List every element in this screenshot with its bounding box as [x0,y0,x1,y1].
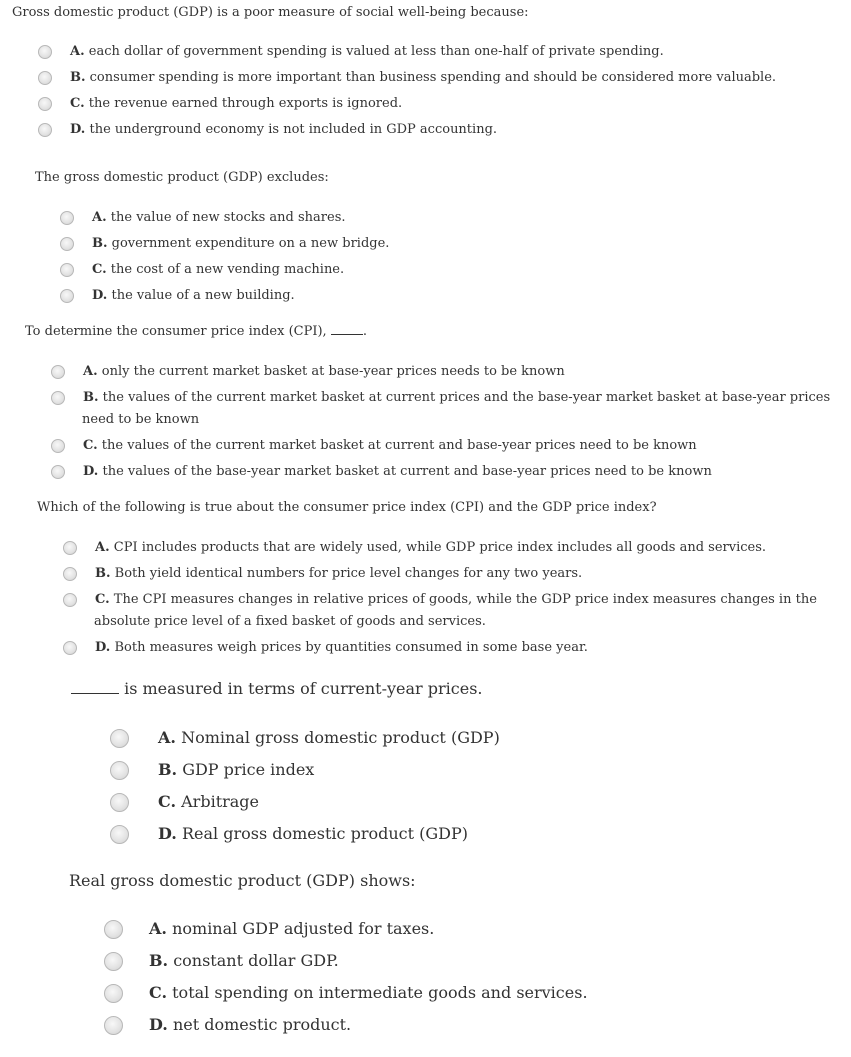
question-5-prompt [71,678,483,700]
radio-button[interactable] [51,439,65,453]
option-letter: C. [70,96,85,111]
option-letter: B. [70,70,86,85]
option-text-continued: absolute price level of a fixed basket of goods and services. [94,614,486,629]
option-letter: A. [158,728,176,747]
question-6-prompt: Real gross domestic product (GDP) shows: [69,871,416,890]
option-text: Both measures weigh prices by quantities consumed in some base year. [114,640,588,655]
option-text: Real gross domestic product (GDP) [181,824,468,843]
option-letter: A. [70,44,85,59]
option-letter: C. [149,983,168,1002]
option-letter: D. [83,464,99,479]
option-text: the revenue earned through exports is ignored. [88,96,403,111]
radio-button[interactable] [104,920,123,939]
radio-button[interactable] [60,211,74,225]
radio-button[interactable] [63,567,77,581]
radio-button[interactable] [51,365,65,379]
radio-button[interactable] [110,761,129,780]
radio-button[interactable] [104,1016,123,1035]
option-text: constant dollar GDP. [173,951,339,970]
prompt-text: To determine the consumer price index (CPI), [25,324,331,339]
option-text: The CPI measures changes in relative prices of goods, while the GDP price index measures changes in the [113,592,817,607]
question-3-prompt [25,321,367,343]
option-text: Both yield identical numbers for price level changes for any two years. [114,566,583,581]
question-4-prompt: Which of the following is true about the consumer price index (CPI) and the GDP price index? [37,500,657,515]
answer-blank [331,334,363,335]
option-text: consumer spending is more important than business spending and should be considered more valuable. [89,70,777,85]
option-letter: A. [92,210,107,225]
option-text: the values of the base-year market basket at current and base-year prices need to be known [102,464,712,479]
option-letter: D. [92,288,108,303]
option-letter: D. [158,824,177,843]
radio-button[interactable] [38,45,52,59]
radio-button[interactable] [63,541,77,555]
option-letter: D. [149,1015,168,1034]
option-letter: B. [92,236,108,251]
option-text: net domestic product. [172,1015,352,1034]
option-letter: C. [83,438,98,453]
option-letter: A. [149,919,167,938]
radio-button[interactable] [51,391,65,405]
radio-button[interactable] [51,465,65,479]
answer-blank [71,693,119,694]
radio-button[interactable] [38,71,52,85]
option-text: only the current market basket at base-year prices needs to be known [101,364,565,379]
option-letter: A. [83,364,98,379]
radio-button[interactable] [110,729,129,748]
prompt-text: is measured in terms of current-year prices. [119,679,483,698]
option-text: CPI includes products that are widely used, while GDP price index includes all goods and services. [113,540,767,555]
option-text: Nominal gross domestic product (GDP) [181,728,500,747]
radio-button[interactable] [60,263,74,277]
radio-button[interactable] [60,237,74,251]
option-letter: C. [158,792,177,811]
option-text: the underground economy is not included in GDP accounting. [89,122,498,137]
option-letter: D. [95,640,111,655]
option-letter: C. [95,592,110,607]
option-text: government expenditure on a new bridge. [111,236,390,251]
option-letter: A. [95,540,110,555]
option-text: the value of a new building. [111,288,295,303]
radio-button[interactable] [110,793,129,812]
radio-button[interactable] [104,984,123,1003]
option-text: Arbitrage [181,792,260,811]
option-letter: B. [158,760,178,779]
radio-button[interactable] [38,123,52,137]
option-text: the values of the current market basket at current prices and the base-year market basket at base-year prices [102,390,831,405]
option-text: the cost of a new vending machine. [110,262,345,277]
option-letter: C. [92,262,107,277]
question-1-prompt: Gross domestic product (GDP) is a poor measure of social well-being because: [12,5,529,20]
option-letter: B. [83,390,99,405]
prompt-end: . [362,324,367,339]
radio-button[interactable] [63,593,77,607]
option-text: GDP price index [182,760,315,779]
radio-button[interactable] [60,289,74,303]
radio-button[interactable] [104,952,123,971]
option-letter: D. [70,122,86,137]
option-letter: B. [95,566,111,581]
option-text: nominal GDP adjusted for taxes. [172,919,435,938]
option-text: the value of new stocks and shares. [110,210,346,225]
option-text-continued: need to be known [82,412,200,427]
option-text: each dollar of government spending is valued at less than one-half of private spending. [88,44,664,59]
radio-button[interactable] [38,97,52,111]
radio-button[interactable] [110,825,129,844]
option-text: total spending on intermediate goods and services. [172,983,588,1002]
radio-button[interactable] [63,641,77,655]
option-letter: B. [149,951,169,970]
question-2-prompt: The gross domestic product (GDP) excludes: [35,170,329,185]
option-text: the values of the current market basket at current and base-year prices need to be known [101,438,697,453]
